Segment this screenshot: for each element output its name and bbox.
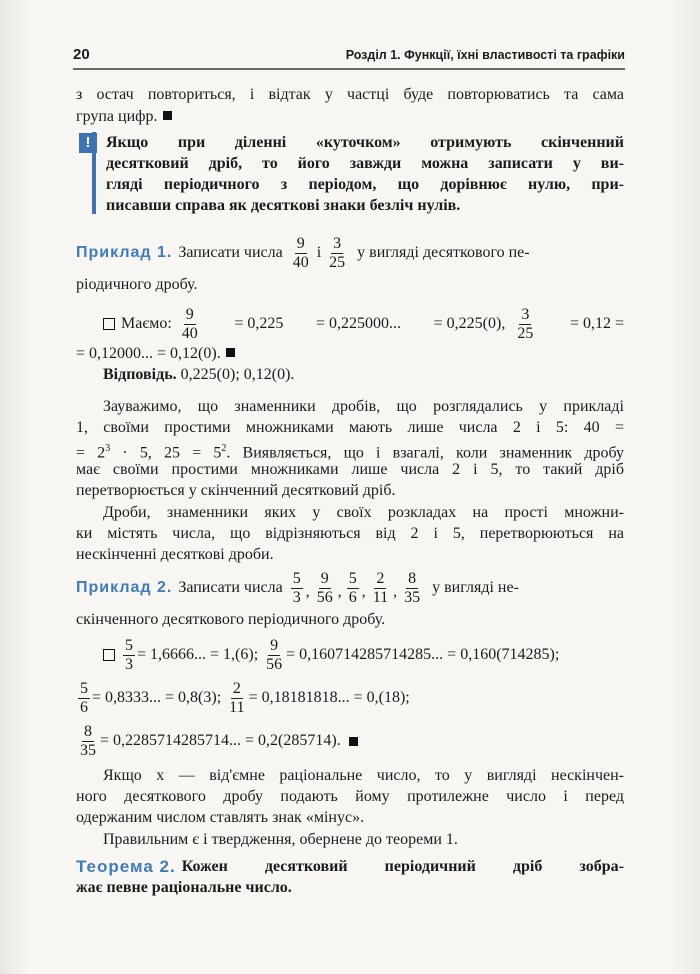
example-2-solution-2 xyxy=(76,677,624,719)
example-1-solution xyxy=(76,303,624,345)
fraction-numerator: 9 xyxy=(270,636,279,654)
para-2-line-2: ки містять числа, що відрізняються від 2 і 5, перетворюються на xyxy=(76,525,624,542)
fraction xyxy=(78,723,98,760)
end-of-proof-icon xyxy=(226,348,235,357)
fraction-denominator: 6 xyxy=(348,588,357,606)
text: · 5, 25 = 5 xyxy=(110,444,222,462)
theorem-2-label: Теорема 2. xyxy=(76,857,176,876)
note-line-1: Якщо при діленні «куточком» отримують скінченний xyxy=(106,134,624,151)
fraction xyxy=(515,306,535,343)
fraction-denominator: 40 xyxy=(292,253,309,271)
text: . Виявляється, що і взагалі, коли знаменник дробу xyxy=(226,444,625,462)
example-1-task-c: ріодичного дробу. xyxy=(76,276,198,293)
fraction-numerator: 2 xyxy=(376,569,385,587)
page-header xyxy=(73,46,625,70)
fraction-denominator: 3 xyxy=(125,655,133,673)
example-2-solution-1 xyxy=(76,634,624,676)
fraction-numerator: 2 xyxy=(232,679,241,697)
fraction-numerator: 5 xyxy=(125,636,133,654)
solution-text: = 0,12000... = 0,12(0). xyxy=(76,345,221,362)
solution-value: = 0,225 xyxy=(234,315,284,332)
para-2-line-1: Дроби, знаменники яких у своїх розкладах на прості множни- xyxy=(103,504,624,521)
fraction-numerator: 9 xyxy=(296,234,305,252)
solution-value: = 0,18181818... = 0,(18); xyxy=(248,689,410,706)
note-line-4: писавши справа як десяткові знаки безліч нулів. xyxy=(106,197,461,214)
example-2-task xyxy=(76,567,624,609)
page-number: 20 xyxy=(73,46,90,63)
para-1-line-5: перетворюється у скінченний десятковий дріб. xyxy=(76,482,396,499)
fraction xyxy=(264,637,284,674)
fraction xyxy=(327,235,347,272)
solution-text: Маємо: xyxy=(121,315,172,332)
para-3-line-1: Якщо x — від'ємне раціональне число, то у вигляді нескінчен- xyxy=(103,767,624,784)
fraction-denominator: 3 xyxy=(292,588,301,606)
fraction-numerator: 8 xyxy=(408,569,417,587)
para-1-line-1: Зауважимо, що знаменники дробів, що розглядались у прикладі xyxy=(103,398,624,415)
fraction-numerator: 9 xyxy=(320,569,329,587)
fraction-denominator: 35 xyxy=(80,741,96,759)
answer-label: Відповідь. xyxy=(103,366,177,383)
solution-value: = 0,12 = xyxy=(569,315,624,332)
fraction xyxy=(291,570,303,607)
solution-value: = 0,225(0), xyxy=(433,315,506,332)
example-2-label: Приклад 2. xyxy=(76,579,173,596)
example-2-task-text-b: у вигляді не- xyxy=(432,579,519,596)
comma: , xyxy=(361,582,366,600)
para-4-line-1: Правильним є і твердження, обернене до теореми 1. xyxy=(103,831,458,848)
theorem-2-line-2: жає певне раціональне число. xyxy=(76,879,292,896)
superscript: 2 xyxy=(221,443,227,454)
example-2-task-c: скінченного десяткового періодичного дробу. xyxy=(76,611,386,628)
example-2-solution-3 xyxy=(76,720,624,762)
running-title: Розділ 1. Функції, їхні властивості та графіки xyxy=(345,48,625,62)
fraction-numerator: 3 xyxy=(521,305,530,323)
solution-start-icon xyxy=(103,318,115,330)
comma: , xyxy=(337,582,342,600)
fraction-numerator: 5 xyxy=(80,679,88,697)
para-2-line-3: нескінченні десяткові дроби. xyxy=(76,546,274,563)
fraction-denominator: 6 xyxy=(80,698,88,716)
theorem-2-text-1: Кожен десятковий періодичний дріб зобра- xyxy=(181,858,624,875)
note-line-3: гляді періодичного з періодом, що дорівнює нулю, при- xyxy=(106,176,624,193)
theorem-2-line-1 xyxy=(76,857,624,877)
answer-text: 0,225(0); 0,12(0). xyxy=(180,366,295,383)
solution-value: = 0,8333... = 0,8(3); xyxy=(92,689,222,706)
fraction-denominator: 11 xyxy=(372,588,389,606)
fraction-denominator: 40 xyxy=(181,324,198,342)
comma: , xyxy=(393,582,398,600)
fraction-denominator: 11 xyxy=(229,698,245,716)
para-1-line-2: 1, своїми простими множниками мають лише числа 2 і 5: 40 = xyxy=(76,419,624,436)
fraction xyxy=(315,570,335,607)
superscript: 3 xyxy=(105,443,111,454)
fraction-numerator: 3 xyxy=(333,234,342,252)
fraction-numerator: 5 xyxy=(292,569,301,587)
fraction xyxy=(347,570,359,607)
intro-line-2 xyxy=(76,107,624,127)
end-of-proof-icon xyxy=(163,111,172,120)
para-1-line-4: має своїми простими множниками лише числа 2 і 5, то такий дріб xyxy=(76,461,624,478)
example-1-task-text-a: Записати числа xyxy=(178,244,283,261)
example-1-task-text-b: у вигляді десяткового пе- xyxy=(357,244,530,261)
example-1-label: Приклад 1. xyxy=(76,244,173,261)
para-3-line-3: одержаним числом ставлять знак «мінус». xyxy=(76,809,365,826)
fraction-numerator: 8 xyxy=(84,722,92,740)
solution-value: = 0,225000... xyxy=(316,315,402,332)
fraction-denominator: 25 xyxy=(329,253,346,271)
example-2-fractions xyxy=(289,570,424,607)
example-1-task xyxy=(76,232,624,274)
fraction xyxy=(227,680,246,717)
fraction xyxy=(291,235,311,272)
solution-value: = 0,160714285714285... = 0,160(714285); xyxy=(286,646,560,663)
example-2-task-text-a: Записати числа xyxy=(178,579,283,596)
intro-line-2-text: група цифр. xyxy=(76,108,158,125)
solution-start-icon xyxy=(103,649,115,661)
fraction-denominator: 56 xyxy=(266,655,283,673)
comma: , xyxy=(305,582,310,600)
text: = 2 xyxy=(76,444,106,462)
para-3-line-2: ного десяткового дробу подають йому протилежне число і перед xyxy=(76,788,624,805)
conjunction: і xyxy=(316,244,322,261)
fraction xyxy=(78,680,90,717)
example-1-answer xyxy=(76,365,624,385)
solution-value: = 0,2285714285714... = 0,2(285714). xyxy=(100,732,341,749)
fraction-denominator: 56 xyxy=(316,588,333,606)
fraction-numerator: 9 xyxy=(185,305,194,323)
end-of-proof-icon xyxy=(349,737,358,746)
fraction-numerator: 5 xyxy=(348,569,357,587)
fraction-denominator: 35 xyxy=(404,588,421,606)
exclamation-icon: ! xyxy=(79,133,97,153)
intro-line-1: з остач повториться, і відтак у частці буде повторюватись та сама xyxy=(76,86,624,103)
solution-value: = 1,6666... = 1,(6); xyxy=(137,646,259,663)
fraction-denominator: 25 xyxy=(517,324,534,342)
fraction xyxy=(180,306,200,343)
note-line-2: десятковий дріб, то його завжди можна записати у ви- xyxy=(106,155,624,172)
fraction xyxy=(402,570,422,607)
fraction xyxy=(371,570,390,607)
example-1-solution-line-2 xyxy=(76,344,624,364)
fraction xyxy=(123,637,135,674)
